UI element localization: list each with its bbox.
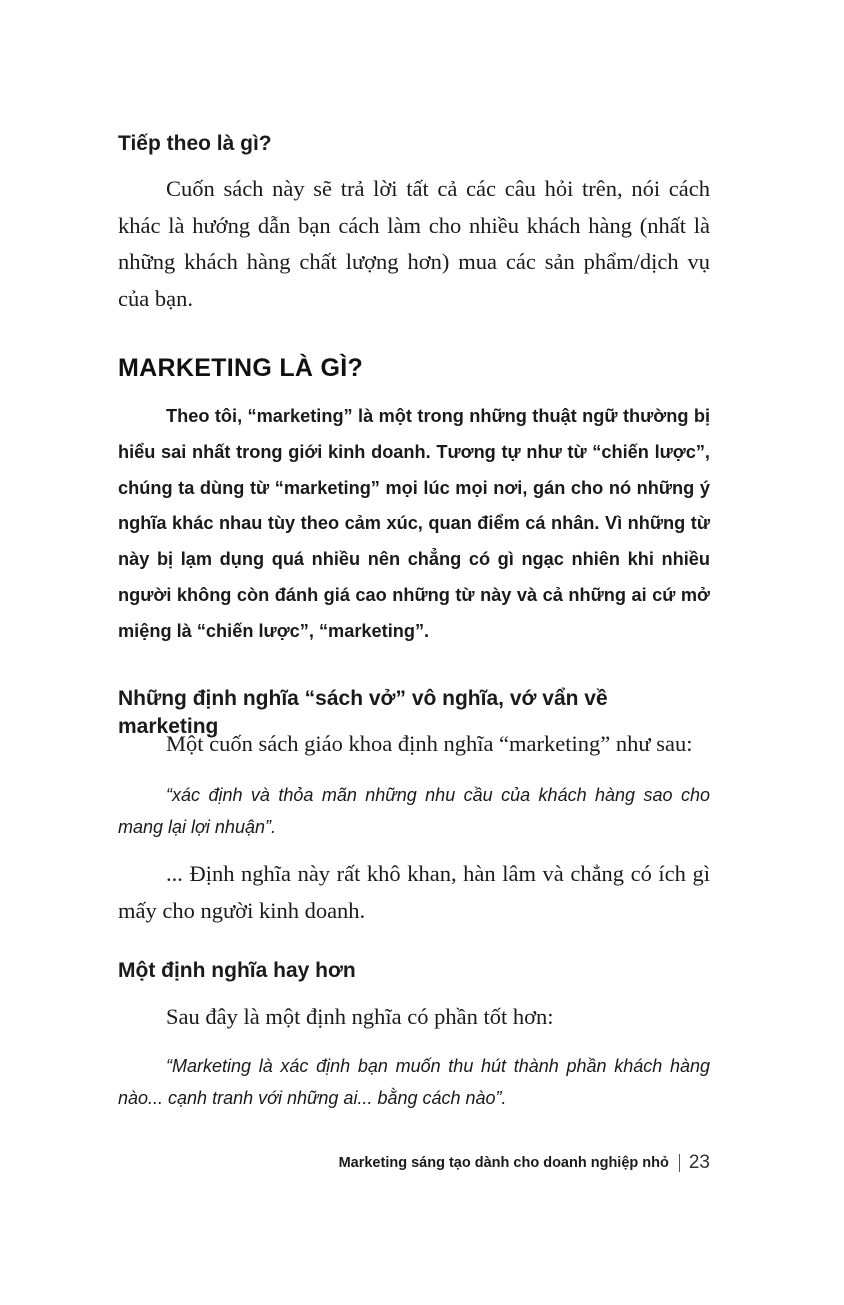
quote-textbook-definition: “xác định và thỏa mãn những nhu cầu của khách hàng sao cho mang lại lợi nhuận”. xyxy=(118,785,710,837)
paragraph-marketing-misunderstood: Theo tôi, “marketing” là một trong những thuật ngữ thường bị hiểu sai nhất trong giới kinh doanh. Tương tự như từ “chiến lược”, chúng ta dùng từ “marketing” mọi lúc mọi nơi, gán cho nó những ý nghĩa khác nhau tùy theo cảm xúc, quan điểm cá nhân. Vì những từ này bị lạm dụng quá nhiều nên chẳng có gì ngạc nhiên khi nhiều người không còn đánh giá cao những từ này và cả những ai cứ mở miệng là “chiến lược”, “marketing”. xyxy=(118,406,710,641)
chapter-heading-what-is-marketing: MARKETING LÀ GÌ? xyxy=(118,354,364,382)
paragraph-whats-next: Cuốn sách này sẽ trả lời tất cả các câu hỏi trên, nói cách khác là hướng dẫn bạn cách làm cho nhiều khách hàng (nhất là những khách hàng chất lượng hơn) mua các sản phẩm/dịch vụ của bạn. xyxy=(118,176,710,311)
quote-better-definition: “Marketing là xác định bạn muốn thu hút thành phần khách hàng nào... cạnh tranh với những ai... bằng cách nào”. xyxy=(118,1056,710,1108)
section-heading-textbook-definitions: Những định nghĩa “sách vở” vô nghĩa, vớ vẩn về marketing xyxy=(118,687,608,738)
running-book-title: Marketing sáng tạo dành cho doanh nghiệp nhỏ xyxy=(338,1155,669,1171)
page-number: 23 xyxy=(688,1152,710,1173)
page-footer xyxy=(339,1149,710,1177)
paragraph-textbook-intro: Một cuốn sách giáo khoa định nghĩa “marketing” như sau: xyxy=(166,731,693,756)
paragraph-textbook-comment: ... Định nghĩa này rất khô khan, hàn lâm và chẳng có ích gì mấy cho người kinh doanh. xyxy=(118,861,710,923)
footer-divider xyxy=(679,1154,680,1172)
paragraph-better-intro: Sau đây là một định nghĩa có phần tốt hơn: xyxy=(166,1004,554,1029)
section-heading-whats-next: Tiếp theo là gì? xyxy=(118,132,272,155)
section-heading-better-definition: Một định nghĩa hay hơn xyxy=(118,959,356,982)
